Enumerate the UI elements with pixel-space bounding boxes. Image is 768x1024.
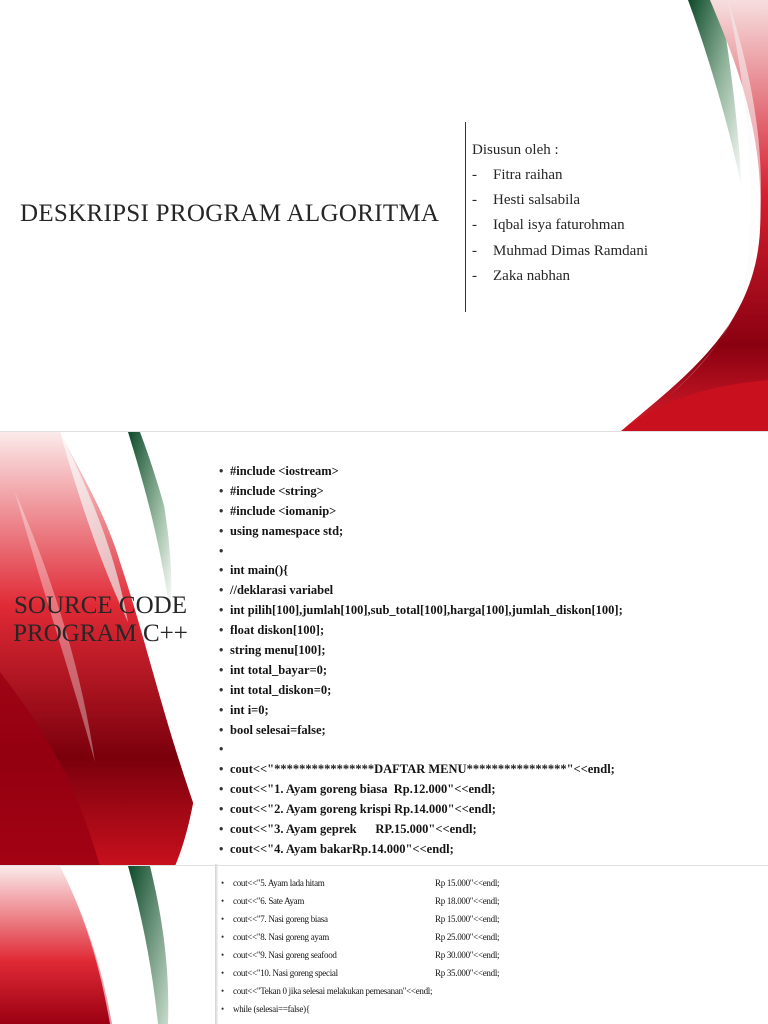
code-line: • #include <iomanip> <box>219 502 623 522</box>
code-line: • string menu[100]; <box>219 641 623 661</box>
slide-title <box>0 0 768 432</box>
code-line: • cout<<"8. Nasi goreng ayam Rp 25.000"<<endl; <box>221 928 499 946</box>
code-line: • cout<<"5. Ayam lada hitam Rp 15.000"<<endl; <box>221 874 499 892</box>
code-line: • cout<<"7. Nasi goreng biasa Rp 15.000"<<endl; <box>221 910 499 928</box>
code-line: • float diskon[100]; <box>219 621 623 641</box>
author-item: - Fitra raihan <box>472 167 563 183</box>
decorative-swirl-graphic <box>0 866 216 1024</box>
code-line: • int total_bayar=0; <box>219 661 623 681</box>
code-line: • int i=0; <box>219 701 623 721</box>
code-line: • int main(){ <box>219 561 623 581</box>
code-line: • cout<<"10. Nasi goreng special Rp 35.000"<<endl; <box>221 964 499 982</box>
code-line: • int total_diskon=0; <box>219 681 623 701</box>
authors-heading: Disusun oleh : <box>472 142 559 158</box>
code-listing <box>221 874 499 1018</box>
slide-title-heading: SOURCE CODE PROGRAM C++ <box>13 592 188 647</box>
authors-list <box>472 167 648 293</box>
code-line: • bool selesai=false; <box>219 721 623 741</box>
code-line: • #include <iostream> <box>219 462 623 482</box>
code-listing <box>219 462 623 860</box>
code-line: • int pilih[100],jumlah[100],sub_total[100],harga[100],jumlah_diskon[100]; <box>219 601 623 621</box>
slide-title-heading: DESKRIPSI PROGRAM ALGORITMA <box>20 200 440 227</box>
author-item: - Zaka nabhan <box>472 267 571 284</box>
code-line: • cout<<"9. Nasi goreng seafood Rp 30.000"<<endl; <box>221 946 499 964</box>
code-line: • while (selesai==false){ <box>221 1000 499 1018</box>
authors-block <box>472 142 648 293</box>
code-line: • cout<<"6. Sate Ayam Rp 18.000"<<endl; <box>221 892 499 910</box>
author-item: - Iqbal isya faturohman <box>472 217 625 234</box>
code-line: • #include <string> <box>219 482 623 502</box>
code-line: • cout<<"2. Ayam goreng krispi Rp.14.000"<<endl; <box>219 800 623 820</box>
vertical-divider <box>465 122 466 312</box>
code-line: • cout<<"4. Ayam bakarRp.14.000"<<endl; <box>219 840 623 860</box>
author-item: - Muhmad Dimas Ramdani <box>472 242 648 259</box>
code-line <box>219 740 623 760</box>
code-line: • cout<<"****************DAFTAR MENU****************"<<endl; <box>219 760 623 780</box>
code-line: • //deklarasi variabel <box>219 581 623 601</box>
code-line: • cout<<"Tekan 0 jika selesai melakukan pemesanan"<<endl; <box>221 982 499 1000</box>
code-line: • cout<<"1. Ayam goreng biasa Rp.12.000"<<endl; <box>219 780 623 800</box>
decorative-swirl-graphic <box>0 432 216 866</box>
code-line <box>219 542 623 562</box>
code-line: • using namespace std; <box>219 522 623 542</box>
code-line: • cout<<"3. Ayam geprek RP.15.000"<<endl; <box>219 820 623 840</box>
vertical-divider <box>215 866 218 1024</box>
author-item: - Hesti salsabila <box>472 192 581 209</box>
